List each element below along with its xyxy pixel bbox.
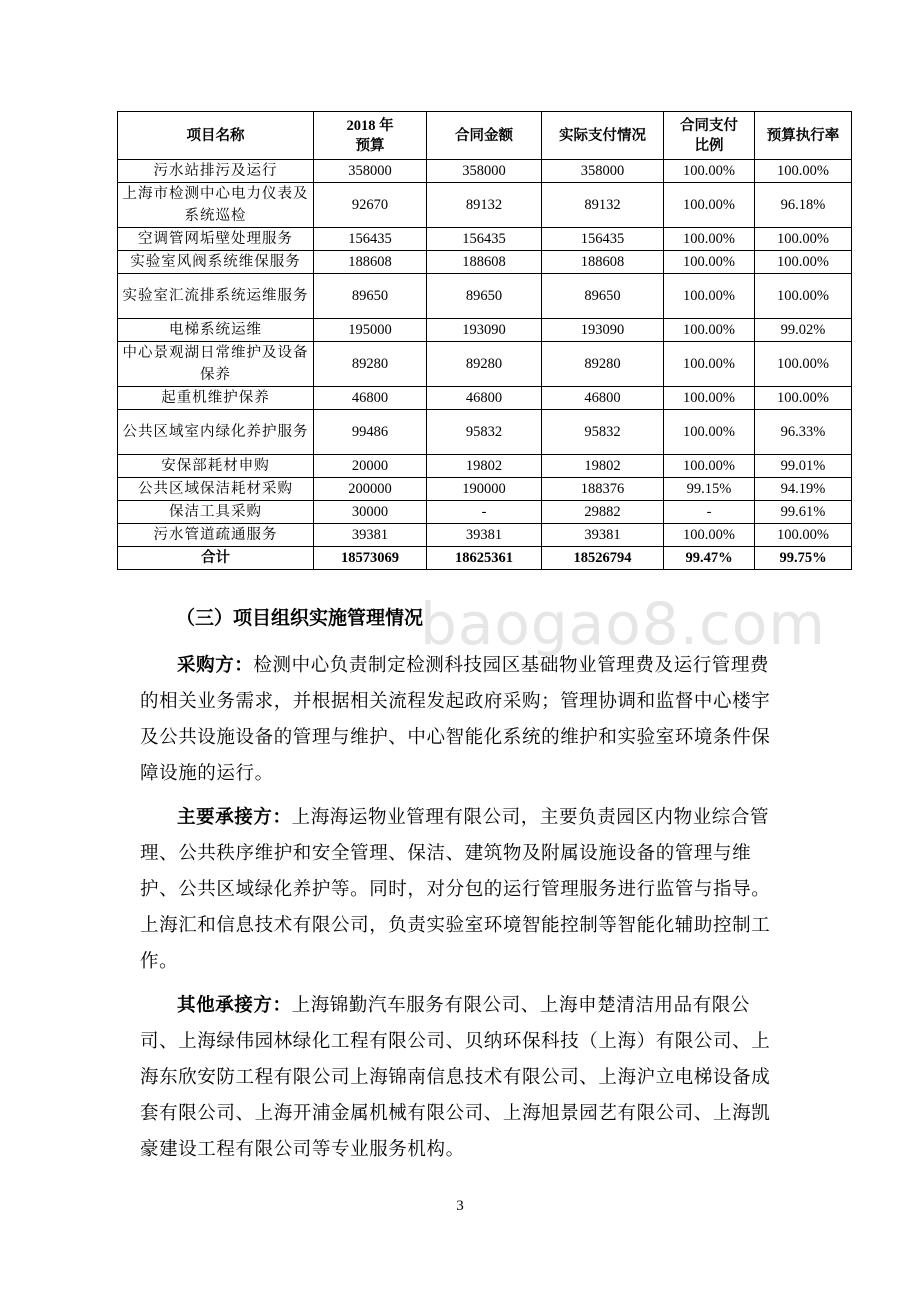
table-row	[118, 524, 852, 547]
paragraph-main-contractor	[140, 800, 780, 980]
cell-pay-ratio: 100.00%	[664, 387, 755, 410]
table-row	[118, 228, 852, 251]
table-row	[118, 319, 852, 342]
cell-total-paid: 18526794	[542, 547, 664, 570]
cell-pay-ratio: 100.00%	[664, 319, 755, 342]
cell-exec-rate: 96.18%	[755, 183, 852, 228]
cell-exec-rate: 99.61%	[755, 501, 852, 524]
cell-budget: 46800	[314, 387, 427, 410]
cell-contract: 89132	[427, 183, 542, 228]
table-row	[118, 160, 852, 183]
cell-exec-rate: 100.00%	[755, 387, 852, 410]
cell-total-exec-rate: 99.75%	[755, 547, 852, 570]
cell-budget: 188608	[314, 251, 427, 274]
cell-exec-rate: 100.00%	[755, 160, 852, 183]
table-row	[118, 274, 852, 319]
cell-pay-ratio: -	[664, 501, 755, 524]
cell-total-contract: 18625361	[427, 547, 542, 570]
cell-project-name: 保洁工具采购	[118, 501, 314, 524]
cell-exec-rate: 100.00%	[755, 524, 852, 547]
cell-project-name: 起重机维护保养	[118, 387, 314, 410]
cell-budget: 89650	[314, 274, 427, 319]
header-payment-ratio: 合同支付 比例	[664, 112, 755, 160]
budget-execution-table	[117, 111, 852, 570]
cell-paid: 95832	[542, 410, 664, 455]
header-budget-2018: 2018 年 预算	[314, 112, 427, 160]
cell-pay-ratio: 100.00%	[664, 274, 755, 319]
paragraph-purchaser	[140, 648, 780, 792]
paragraph-body: 上海海运物业管理有限公司，主要负责园区内物业综合管理、公共秩序维护和安全管理、保洁、建筑物及附属设施设备的管理与维护、公共区域绿化养护等。同时，对分包的运行管理服务进行监管与指导。上海汇和信息技术有限公司，负责实验室环境智能控制等智能化辅助控制工作。	[140, 807, 771, 972]
cell-contract: 193090	[427, 319, 542, 342]
cell-budget: 99486	[314, 410, 427, 455]
cell-project-name: 中心景观湖日常维护及设备保养	[118, 342, 314, 387]
cell-contract: 89280	[427, 342, 542, 387]
cell-budget: 156435	[314, 228, 427, 251]
cell-exec-rate: 96.33%	[755, 410, 852, 455]
cell-total-label: 合计	[118, 547, 314, 570]
cell-budget: 89280	[314, 342, 427, 387]
cell-exec-rate: 100.00%	[755, 274, 852, 319]
cell-contract: 188608	[427, 251, 542, 274]
cell-paid: 188376	[542, 478, 664, 501]
cell-paid: 156435	[542, 228, 664, 251]
cell-paid: 193090	[542, 319, 664, 342]
table-header-row	[118, 112, 852, 160]
cell-exec-rate: 94.19%	[755, 478, 852, 501]
cell-pay-ratio: 100.00%	[664, 251, 755, 274]
header-contract-amount: 合同金额	[427, 112, 542, 160]
cell-contract: 39381	[427, 524, 542, 547]
cell-project-name: 公共区域保洁耗材采购	[118, 478, 314, 501]
header-execution-rate: 预算执行率	[755, 112, 852, 160]
cell-budget: 358000	[314, 160, 427, 183]
paragraph-lead: 采购方：	[177, 655, 254, 676]
paragraph-other-contractors	[140, 988, 780, 1168]
cell-contract: 46800	[427, 387, 542, 410]
cell-contract: 190000	[427, 478, 542, 501]
cell-project-name: 实验室汇流排系统运维服务	[118, 274, 314, 319]
cell-project-name: 污水站排污及运行	[118, 160, 314, 183]
cell-project-name: 污水管道疏通服务	[118, 524, 314, 547]
cell-paid: 188608	[542, 251, 664, 274]
section-title: （三）项目组织实施管理情况	[176, 607, 424, 629]
cell-contract: 95832	[427, 410, 542, 455]
table-row	[118, 183, 852, 228]
paragraph-body: 检测中心负责制定检测科技园区基础物业管理费及运行管理费的相关业务需求，并根据相关流程发起政府采购；管理协调和监督中心楼宇及公共设施设备的管理与维护、中心智能化系统的维护和实验室环境条件保障设施的运行。	[140, 655, 771, 784]
cell-contract: 89650	[427, 274, 542, 319]
cell-exec-rate: 100.00%	[755, 228, 852, 251]
cell-budget: 195000	[314, 319, 427, 342]
watermark: baogao8.com	[420, 590, 826, 658]
cell-exec-rate: 100.00%	[755, 251, 852, 274]
table-row	[118, 387, 852, 410]
cell-paid: 358000	[542, 160, 664, 183]
cell-contract: 19802	[427, 455, 542, 478]
cell-budget: 20000	[314, 455, 427, 478]
cell-exec-rate: 99.01%	[755, 455, 852, 478]
table-row	[118, 478, 852, 501]
table-row	[118, 410, 852, 455]
table-row	[118, 501, 852, 524]
cell-paid: 39381	[542, 524, 664, 547]
cell-pay-ratio: 100.00%	[664, 524, 755, 547]
cell-pay-ratio: 100.00%	[664, 183, 755, 228]
cell-paid: 89280	[542, 342, 664, 387]
cell-total-pay-ratio: 99.47%	[664, 547, 755, 570]
cell-project-name: 公共区域室内绿化养护服务	[118, 410, 314, 455]
cell-contract: 156435	[427, 228, 542, 251]
page-number: 3	[456, 1198, 464, 1214]
cell-paid: 89650	[542, 274, 664, 319]
cell-contract: -	[427, 501, 542, 524]
cell-project-name: 电梯系统运维	[118, 319, 314, 342]
table-total-row	[118, 547, 852, 570]
cell-paid: 89132	[542, 183, 664, 228]
paragraph-lead: 其他承接方：	[177, 995, 292, 1016]
cell-exec-rate: 99.02%	[755, 319, 852, 342]
cell-project-name: 实验室风阀系统维保服务	[118, 251, 314, 274]
cell-paid: 19802	[542, 455, 664, 478]
cell-budget: 200000	[314, 478, 427, 501]
table-row	[118, 342, 852, 387]
cell-pay-ratio: 100.00%	[664, 342, 755, 387]
header-project-name: 项目名称	[118, 112, 314, 160]
paragraph-body: 上海锦勤汽车服务有限公司、上海申楚清洁用品有限公司、上海绿伟园林绿化工程有限公司、贝纳环保科技（上海）有限公司、上海东欣安防工程有限公司上海锦南信息技术有限公司、上海沪立电梯设备成套有限公司、上海开浦金属机械有限公司、上海旭景园艺有限公司、上海凯豪建设工程有限公司等专业服务机构。	[140, 995, 771, 1160]
cell-pay-ratio: 100.00%	[664, 228, 755, 251]
table-row	[118, 455, 852, 478]
cell-pay-ratio: 99.15%	[664, 478, 755, 501]
cell-paid: 46800	[542, 387, 664, 410]
paragraph-lead: 主要承接方：	[177, 807, 292, 828]
cell-total-budget: 18573069	[314, 547, 427, 570]
cell-pay-ratio: 100.00%	[664, 160, 755, 183]
header-actual-payment: 实际支付情况	[542, 112, 664, 160]
cell-project-name: 安保部耗材申购	[118, 455, 314, 478]
cell-budget: 92670	[314, 183, 427, 228]
cell-pay-ratio: 100.00%	[664, 455, 755, 478]
cell-project-name: 上海市检测中心电力仪表及系统巡检	[118, 183, 314, 228]
table-row	[118, 251, 852, 274]
cell-project-name: 空调管网垢壁处理服务	[118, 228, 314, 251]
cell-pay-ratio: 100.00%	[664, 410, 755, 455]
cell-budget: 39381	[314, 524, 427, 547]
cell-paid: 29882	[542, 501, 664, 524]
cell-exec-rate: 100.00%	[755, 342, 852, 387]
cell-contract: 358000	[427, 160, 542, 183]
cell-budget: 30000	[314, 501, 427, 524]
